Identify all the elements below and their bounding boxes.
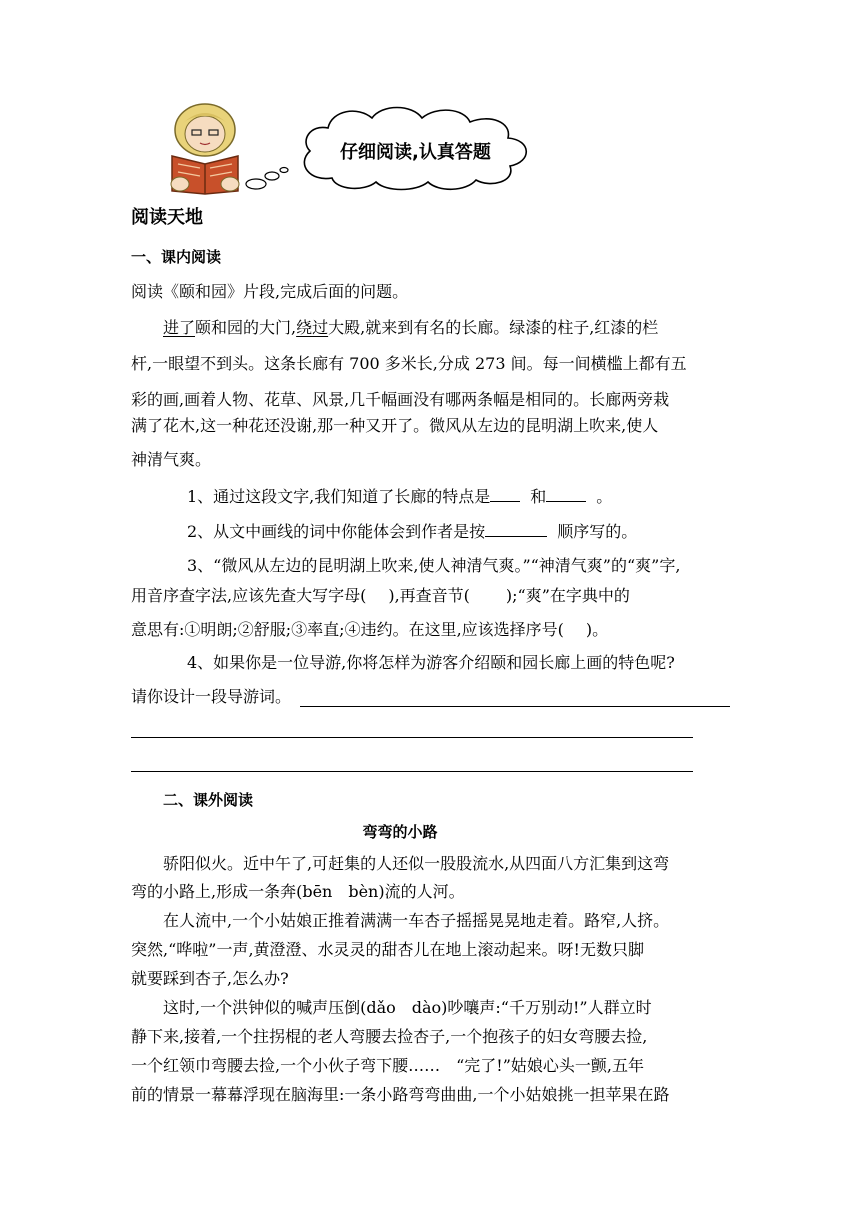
story-line-4: 突然,“哗啦”一声,黄澄澄、水灵灵的甜杏儿在地上滚动起来。呀!无数只脚	[131, 940, 644, 959]
question-3-line-2: 用音序查字法,应该先查大写字母( ),再查音节( );“爽”在字典中的	[131, 586, 630, 605]
passage-line-2: 杆,一眼望不到头。这条长廊有 700 多米长,分成 273 间。每一间横槛上都有五	[131, 354, 687, 373]
passage-line-1: 进了颐和园的大门,绕过大殿,就来到有名的长廊。绿漆的柱子,红漆的栏	[163, 318, 659, 337]
part2-heading: 二、课外阅读	[163, 791, 254, 809]
story-line-8: 一个红领巾弯腰去捡,一个小伙子弯下腰…… “完了!”姑娘心头一颤,五年	[131, 1056, 644, 1075]
question-4-line-1: 4、如果你是一位导游,你将怎样为游客介绍颐和园长廊上画的特色呢?	[187, 653, 675, 672]
part1-instruction: 阅读《颐和园》片段,完成后面的问题。	[131, 282, 409, 301]
question-4-line-2: 请你设计一段导游词。	[131, 687, 292, 706]
story-line-2: 弯的小路上,形成一条奔(bēn bèn)流的人河。	[131, 882, 465, 901]
story-title: 弯弯的小路	[362, 823, 438, 841]
section-title: 阅读天地	[131, 207, 203, 228]
passage-line-3: 彩的画,画着人物、花草、风景,几千幅画没有哪两条幅是相同的。长廊两旁栽	[131, 390, 670, 409]
part1-heading: 一、课内阅读	[131, 248, 222, 266]
q1-blank-1[interactable]	[490, 485, 520, 502]
answer-line-3[interactable]	[131, 771, 693, 772]
underlined-word-raoguo: 绕过	[296, 318, 329, 337]
question-1: 1、通过这段文字,我们知道了长廊的特点是 和 。	[187, 487, 613, 506]
passage-line-5: 神清气爽。	[131, 450, 212, 469]
underlined-word-jinle: 进了	[163, 318, 196, 337]
q2-blank[interactable]	[485, 520, 547, 537]
answer-line-1[interactable]	[300, 706, 730, 707]
story-line-3: 在人流中,一个小姑娘正推着满满一车杏子摇摇晃晃地走着。路窄,人挤。	[163, 911, 670, 930]
answer-line-2[interactable]	[131, 737, 693, 738]
thought-bubble-text: 仔细阅读,认真答题	[340, 142, 491, 163]
story-line-6: 这时,一个洪钟似的喊声压倒(dǎo dào)吵嚷声:“千万别动!”人群立时	[163, 998, 652, 1017]
question-3-line-3: 意思有:①明朗;②舒服;③率直;④违约。在这里,应该选择序号( )。	[131, 620, 609, 639]
passage-line-4: 满了花木,这一种花还没谢,那一种又开了。微风从左边的昆明湖上吹来,使人	[131, 416, 659, 435]
story-line-9: 前的情景一幕幕浮现在脑海里:一条小路弯弯曲曲,一个小姑娘挑一担苹果在路	[131, 1085, 670, 1104]
story-line-5: 就要踩到杏子,怎么办?	[131, 969, 289, 988]
story-line-7: 静下来,接着,一个拄拐棍的老人弯腰去捡杏子,一个抱孩子的妇女弯腰去捡,	[131, 1027, 648, 1046]
question-2: 2、从文中画线的词中你能体会到作者是按 顺序写的。	[187, 522, 638, 541]
reading-child-icon	[171, 104, 239, 194]
q1-blank-2[interactable]	[546, 485, 586, 502]
question-3-line-1: 3、“微风从左边的昆明湖上吹来,使人神清气爽。”“神清气爽”的“爽”字,	[187, 556, 681, 575]
story-line-1: 骄阳似火。近中午了,可赶集的人还似一股股流水,从四面八方汇集到这弯	[163, 854, 670, 873]
